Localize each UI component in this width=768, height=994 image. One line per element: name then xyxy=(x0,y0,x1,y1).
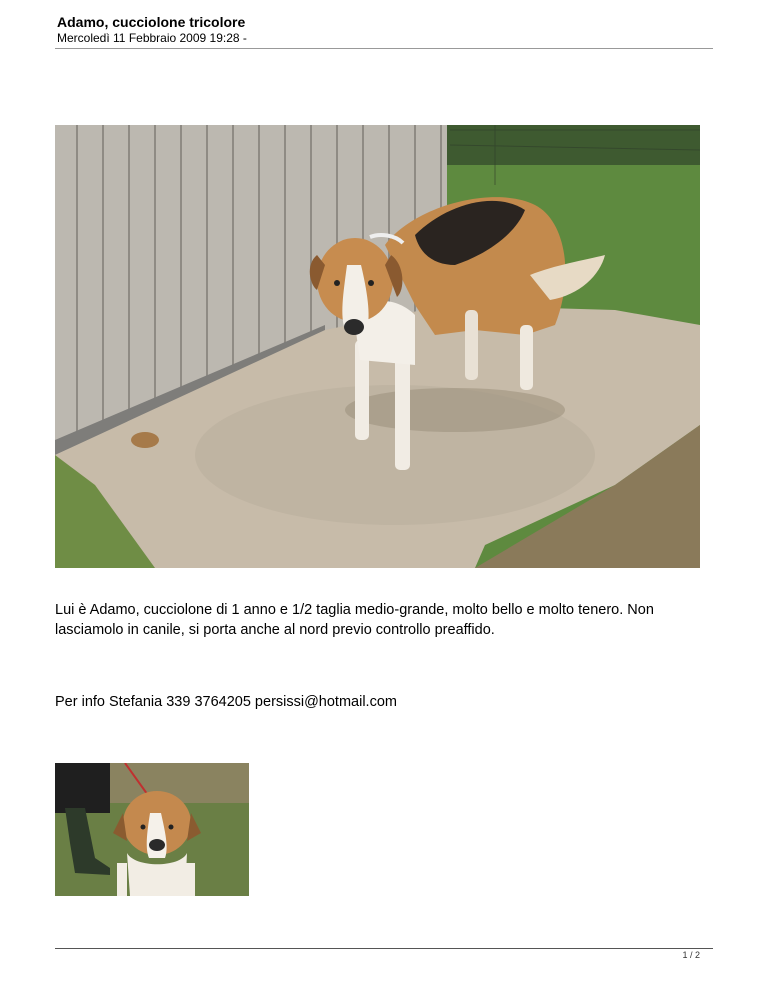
article-paragraph-description: Lui è Adamo, cucciolone di 1 anno e 1/2 taglia medio-grande, molto bello e molto tenero. Non lasciamolo in canile, si porta anche al nord previo controllo preaffido. xyxy=(55,602,654,638)
footer-divider xyxy=(55,948,713,949)
dog-photo-main xyxy=(55,125,700,568)
header-divider xyxy=(55,48,713,49)
article-title: Adamo, cucciolone tricolore xyxy=(57,14,246,30)
dog-photo-small xyxy=(55,763,249,896)
page-number: 1 / 2 xyxy=(682,950,700,960)
article-paragraph-contact: Per info Stefania 339 3764205 persissi@hotmail.com xyxy=(55,694,397,710)
article-date: Mercoledì 11 Febbraio 2009 19:28 - xyxy=(57,31,247,45)
article-header xyxy=(57,14,713,46)
